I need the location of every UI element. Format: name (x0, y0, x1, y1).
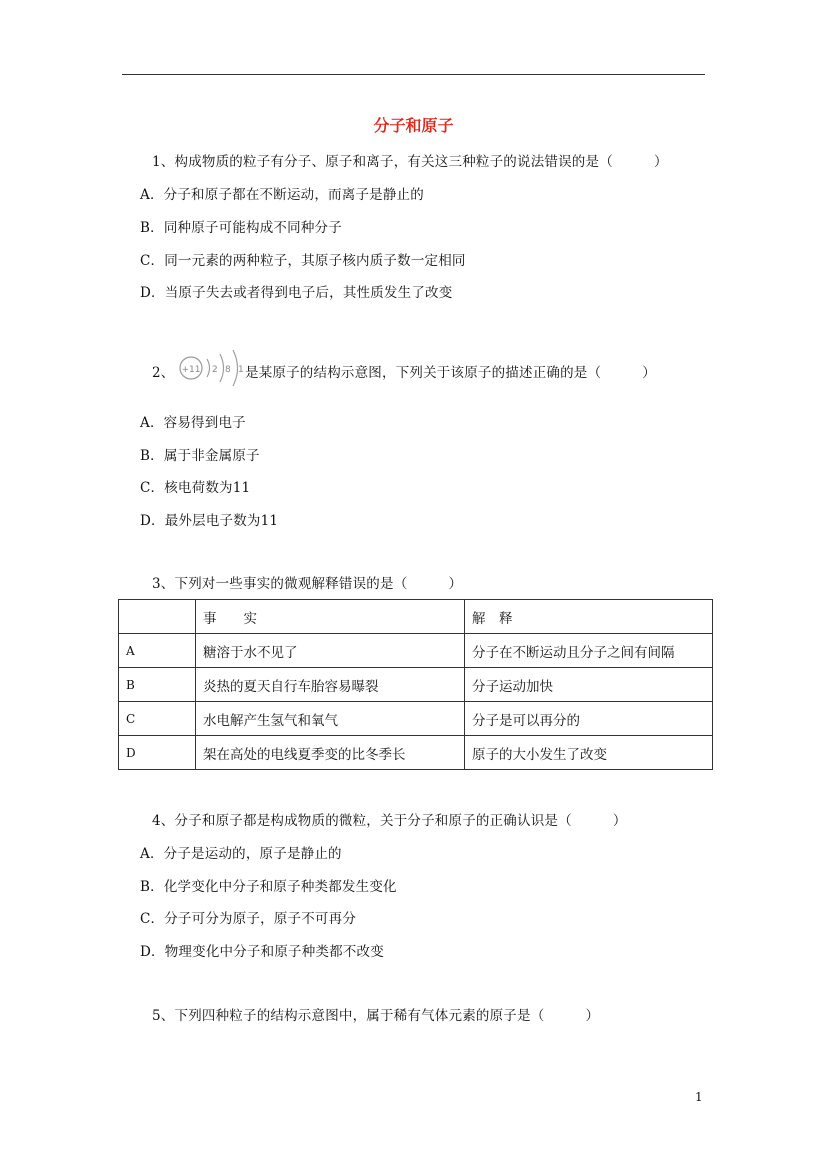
table-cell-label: C (119, 702, 196, 736)
table-header-cell (119, 600, 196, 634)
table-header-row (119, 600, 713, 634)
question-5-stem: 5、下列四种粒子的结构示意图中，属于稀有气体元素的原子是（ ） (152, 1008, 600, 1024)
page-title: 分子和原子 (373, 116, 454, 135)
question-4-option-d: D．物理变化中分子和原子种类都不改变 (140, 944, 384, 960)
table-cell-fact: 架在高处的电线夏季变的比冬季长 (196, 736, 465, 770)
question-2-number: 2、 (152, 365, 175, 381)
table-cell-label: D (119, 736, 196, 770)
table-cell-fact: 炎热的夏天自行车胎容易曝裂 (196, 668, 465, 702)
atom-shell-1-label: 2 (212, 365, 218, 375)
question-4-stem: 4、分子和原子都是构成物质的微粒，关于分子和原子的正确认识是（ ） (152, 813, 627, 829)
question-2-option-a: A．容易得到电子 (140, 415, 246, 431)
question-1-option-c: C．同一元素的两种粒子，其原子核内质子数一定相同 (140, 253, 466, 269)
question-2-option-c: C．核电荷数为11 (140, 480, 251, 496)
table-row (119, 702, 713, 736)
table-header-cell: 解 释 (465, 600, 713, 634)
atom-shell-3-arc (233, 350, 238, 386)
atom-structure-diagram (176, 348, 246, 388)
table-cell-explanation: 原子的大小发生了改变 (465, 736, 713, 770)
facts-table (118, 599, 713, 770)
page-number: 1 (695, 1090, 703, 1104)
table-cell-explanation: 分子运动加快 (465, 668, 713, 702)
question-1-stem: 1、构成物质的粒子有分子、原子和离子，有关这三种粒子的说法错误的是（ ） (152, 154, 668, 170)
question-4-option-b: B．化学变化中分子和原子种类都发生变化 (140, 879, 397, 895)
question-2-stem: 是某原子的结构示意图，下列关于该原子的描述正确的是（ ） (245, 365, 656, 381)
table-cell-explanation: 分子是可以再分的 (465, 702, 713, 736)
atom-shell-1-arc (207, 359, 210, 377)
atom-nucleus-label: +11 (181, 365, 201, 375)
table-header-cell: 事 实 (196, 600, 465, 634)
table-cell-fact: 水电解产生氢气和氧气 (196, 702, 465, 736)
table-cell-fact: 糖溶于水不见了 (196, 634, 465, 668)
atom-shell-2-label: 8 (225, 365, 231, 375)
table-row (119, 634, 713, 668)
question-3-stem: 3、下列对一些事实的微观解释错误的是（ ） (152, 576, 463, 592)
question-1-option-b: B．同种原子可能构成不同种分子 (140, 220, 342, 236)
question-2-option-d: D．最外层电子数为11 (140, 513, 279, 529)
table-row (119, 668, 713, 702)
question-4-option-c: C．分子可分为原子，原子不可再分 (140, 911, 357, 927)
table-cell-label: B (119, 668, 196, 702)
table-cell-explanation: 分子在不断运动且分子之间有间隔 (465, 634, 713, 668)
atom-shell-3-label: 1 (238, 365, 244, 375)
question-1-option-a: A．分子和原子都在不断运动，而离子是静止的 (140, 187, 424, 203)
table-row (119, 736, 713, 770)
table-cell-label: A (119, 634, 196, 668)
question-4-option-a: A．分子是运动的，原子是静止的 (140, 846, 342, 862)
question-1-option-d: D．当原子失去或者得到电子后，其性质发生了改变 (140, 285, 453, 301)
atom-shell-2-arc (220, 354, 224, 382)
question-2-option-b: B．属于非金属原子 (140, 448, 260, 464)
header-rule (122, 74, 705, 75)
